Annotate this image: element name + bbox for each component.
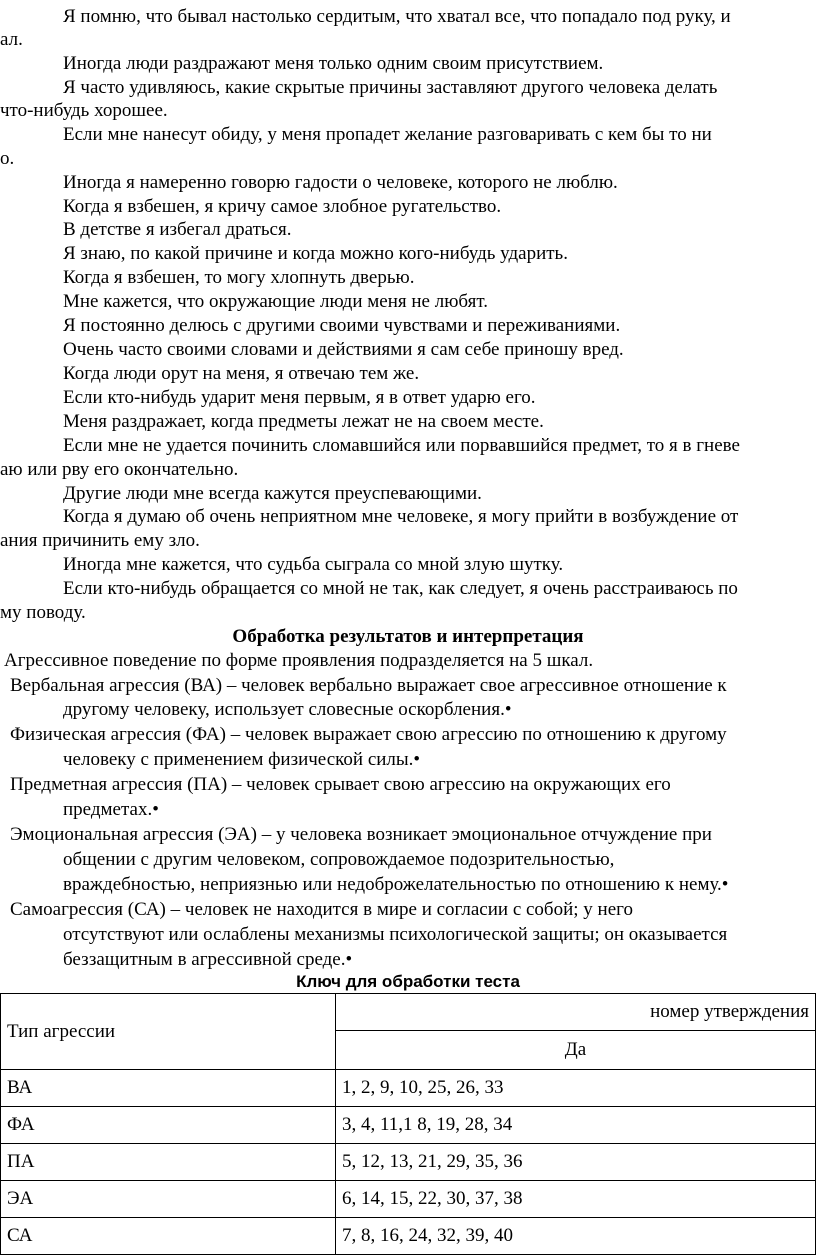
statement-line: Когда люди орут на меня, я отвечаю тем же. (63, 363, 420, 384)
statement-line: Если мне не удается починить сломавшийся или порвавшийся предмет, то я в гневе (63, 435, 740, 456)
statement-line: Если мне нанесут обиду, у меня пропадет желание разговаривать с кем бы то ни (63, 124, 712, 145)
statement-numbers-cell: 7, 8, 16, 24, 32, 39, 40 (336, 1218, 816, 1255)
statement-line: Я помню, что бывал настолько сердитым, что хватал все, что попадало под руку, и (63, 6, 731, 27)
statement-line: Если кто-нибудь ударит меня первым, я в ответ ударю его. (63, 387, 536, 408)
table-row (1, 1218, 816, 1255)
statement-line: Когда я взбешен, то могу хлопнуть дверью. (63, 267, 415, 288)
aggression-type-cell: СА (1, 1218, 336, 1255)
table-row (1, 1107, 816, 1144)
statement-line-continued: о. (0, 148, 15, 169)
statement-line-continued: ал. (0, 29, 23, 50)
scale-item-ea-continued: общении с другим человеком, сопровождаемое подозрительностью, (63, 849, 615, 870)
statement-line: Другие люди мне всегда кажутся преуспевающими. (63, 483, 482, 504)
table-row (1, 1181, 816, 1218)
statement-line: Я постоянно делюсь с другими своими чувствами и переживаниями. (63, 315, 621, 336)
scale-item-sa: Самоагрессия (СА) – человек не находится в мире и согласии с собой; у него (10, 899, 633, 920)
statement-line: Когда я взбешен, я кричу самое злобное ругательство. (63, 196, 502, 217)
statement-line: В детстве я избегал драться. (63, 219, 292, 240)
col-header-numbers: номер утверждения (336, 994, 816, 1031)
table-row (1, 1144, 816, 1181)
statement-line: Мне кажется, что окружающие люди меня не любят. (63, 291, 488, 312)
processing-heading: Обработка результатов и интерпретация (232, 626, 584, 647)
statement-numbers-cell: 3, 4, 11,1 8, 19, 28, 34 (336, 1107, 816, 1144)
scale-item-sa-continued: отсутствуют или ослаблены механизмы психологической защиты; он оказывается (63, 924, 728, 945)
statement-line-continued: му поводу. (0, 602, 86, 623)
table-row (1, 1070, 816, 1107)
aggression-type-cell: ЭА (1, 1181, 336, 1218)
key-table (0, 993, 816, 1255)
statement-numbers-cell: 5, 12, 13, 21, 29, 35, 36 (336, 1144, 816, 1181)
scale-item-sa-continued: беззащитным в агрессивной среде.• (63, 949, 353, 970)
scale-item-ea: Эмоциональная агрессия (ЭА) – у человека возникает эмоциональное отчуждение при (10, 824, 712, 845)
statement-line: Иногда мне кажется, что судьба сыграла со мной злую шутку. (63, 554, 564, 575)
statement-numbers-cell: 6, 14, 15, 22, 30, 37, 38 (336, 1181, 816, 1218)
statement-line: Иногда я намеренно говорю гадости о человеке, которого не люблю. (63, 172, 618, 193)
statement-line: Я знаю, по какой причине и когда можно кого-нибудь ударить. (63, 243, 568, 264)
statement-line: Очень часто своими словами и действиями я сам себе приношу вред. (63, 339, 624, 360)
statement-line: Иногда люди раздражают меня только одним своим присутствием. (63, 53, 604, 74)
scale-item-fa-continued: человеку с применением физической силы.• (63, 749, 421, 770)
statement-line: Меня раздражает, когда предметы лежат не на своем месте. (63, 411, 544, 432)
key-table-title: Ключ для обработки теста (296, 972, 520, 991)
table-header-row (1, 994, 816, 1031)
statement-line-continued: что-нибудь хорошее. (0, 100, 168, 121)
scale-item-ea-continued: враждебностью, неприязнью или недоброжелательностью по отношению к нему.• (63, 874, 729, 895)
statement-line: Я часто удивляюсь, какие скрытые причины заставляют другого человека делать (63, 77, 718, 98)
aggression-type-cell: ПА (1, 1144, 336, 1181)
statement-line-continued: ания причинить ему зло. (0, 530, 200, 551)
statement-line-continued: аю или рву его окончательно. (0, 459, 239, 480)
scale-item-pa: Предметная агрессия (ПА) – человек срывает свою агрессию на окружающих его (10, 774, 671, 795)
statement-numbers-cell: 1, 2, 9, 10, 25, 26, 33 (336, 1070, 816, 1107)
processing-intro: Агрессивное поведение по форме проявления подразделяется на 5 шкал. (4, 650, 594, 671)
statement-line: Если кто-нибудь обращается со мной не так, как следует, я очень расстраиваюсь по (63, 578, 738, 599)
statement-line: Когда я думаю об очень неприятном мне человеке, я могу прийти в возбуждение от (63, 506, 739, 527)
scale-item-fa: Физическая агрессия (ФА) – человек выражает свою агрессию по отношению к другому (10, 724, 727, 745)
scale-item-va: Вербальная агрессия (ВА) – человек вербально выражает свое агрессивное отношение к (10, 675, 727, 696)
aggression-type-cell: ФА (1, 1107, 336, 1144)
col-header-type: Тип агрессии (1, 994, 336, 1070)
scale-item-pa-continued: предметах.• (63, 799, 159, 820)
scale-item-va-continued: другому человеку, использует словесные оскорбления.• (63, 699, 512, 720)
aggression-type-cell: ВА (1, 1070, 336, 1107)
col-subheader-yes: Да (336, 1031, 816, 1070)
